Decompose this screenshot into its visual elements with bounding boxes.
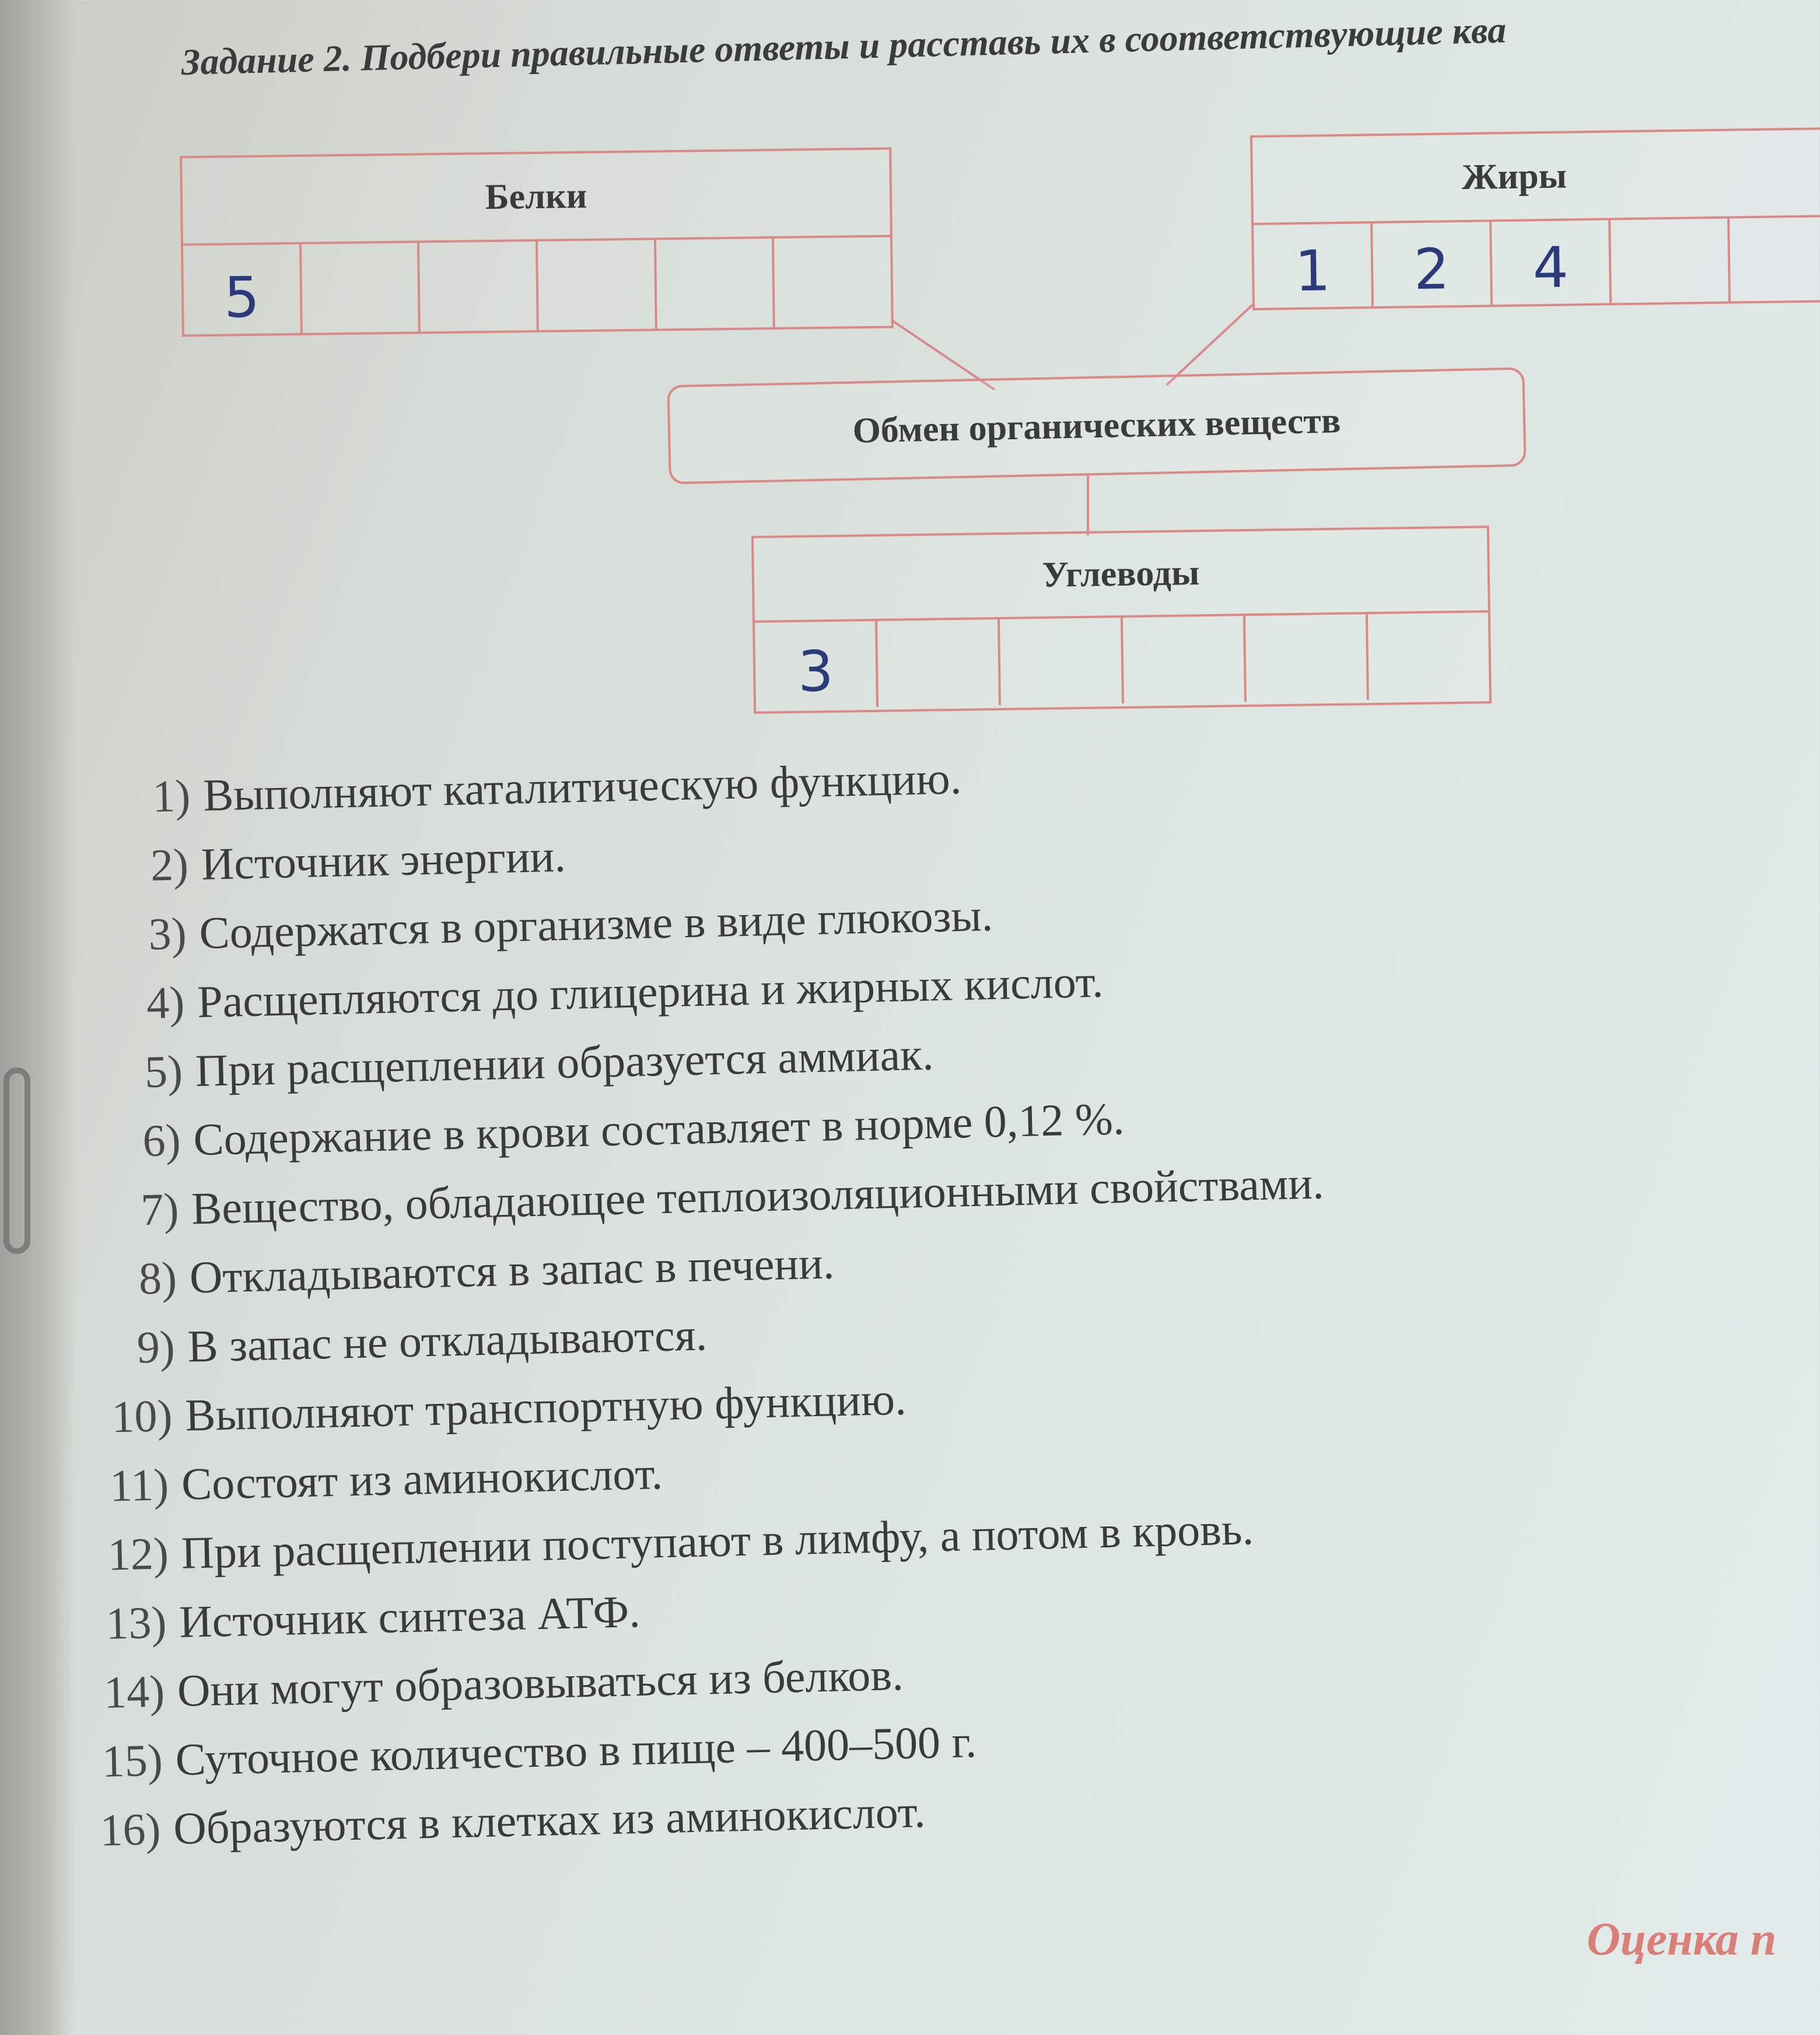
task-title: Задание 2. Подбери правильные ответы и расставь их в соответствующие ква — [181, 9, 1507, 83]
answer-cell[interactable]: 4 — [1492, 220, 1612, 305]
statement-item: 4) Расщепляются до глицерина и жирных кислот. — [146, 955, 1104, 1028]
belki-box — [180, 148, 894, 337]
belki-cells — [183, 237, 891, 335]
answer-cell[interactable]: 3 — [755, 621, 878, 709]
answer-cell[interactable]: 2 — [1373, 222, 1493, 306]
statement-item: 2) Источник энергии. — [149, 830, 566, 891]
answer-cell[interactable] — [1368, 612, 1489, 700]
statement-item: 3) Содержатся в организме в виде глюкозы. — [148, 889, 994, 959]
answer-cell[interactable]: 1 — [1254, 223, 1374, 308]
page-edge-shadow — [0, 0, 76, 2035]
grade-label: Оценка п — [1587, 1914, 1777, 1965]
statement-item: 6) Содержание в крови составляет в норме 0,12 %. — [142, 1092, 1125, 1167]
answer-cell[interactable] — [1000, 618, 1124, 705]
statement-item: 5) При расщеплении образуется аммиак. — [144, 1028, 935, 1097]
zhiry-box — [1250, 127, 1820, 310]
answer-cell[interactable]: 5 — [183, 244, 303, 334]
zhiry-cells — [1254, 217, 1820, 308]
answer-cell[interactable] — [656, 239, 776, 328]
answer-cell[interactable] — [302, 243, 421, 332]
statement-item: 12) При расщеплении поступают в лимфу, а потом в кровь. — [107, 1503, 1254, 1580]
statement-item: 16) Образуются в клетках из аминокислот. — [99, 1785, 926, 1856]
uglevody-header: Углеводы — [754, 528, 1488, 623]
statement-item: 11) Состоят из аминокислот. — [109, 1448, 663, 1511]
statement-item: 13) Источник синтеза АТФ. — [105, 1585, 641, 1649]
statement-item: 10) Выполняют транспортную функцию. — [111, 1373, 907, 1442]
answer-cell[interactable] — [419, 241, 539, 331]
statement-item: 8) Откладываются в запас в печени. — [138, 1237, 835, 1304]
center-topic-box: Обмен органических веществ — [667, 367, 1526, 485]
answer-cell[interactable] — [1730, 217, 1820, 302]
uglevody-cells — [755, 612, 1489, 709]
zhiry-header: Жиры — [1252, 129, 1820, 225]
statement-item: 7) Вещество, обладающее теплоизоляционными свойствами. — [140, 1157, 1325, 1235]
answer-cell[interactable] — [1122, 616, 1246, 703]
statements-list — [64, 735, 1339, 1865]
answer-cell[interactable] — [877, 619, 1001, 707]
statement-item: 1) Выполняют каталитическую функцию. — [152, 752, 963, 822]
uglevody-box — [751, 526, 1492, 714]
statement-item: 15) Суточное количество в пище – 400–500 г. — [101, 1715, 978, 1787]
answer-cell[interactable] — [1245, 614, 1369, 702]
answer-cell[interactable] — [774, 237, 891, 327]
answer-cell[interactable] — [1611, 219, 1731, 303]
statement-item: 9) В запас не откладываются. — [136, 1309, 708, 1373]
statement-item: 14) Они могут образовываться из белков. — [103, 1648, 904, 1718]
answer-cell[interactable] — [538, 240, 657, 330]
belki-header: Белки — [182, 150, 890, 246]
binder-ring — [4, 1067, 30, 1254]
